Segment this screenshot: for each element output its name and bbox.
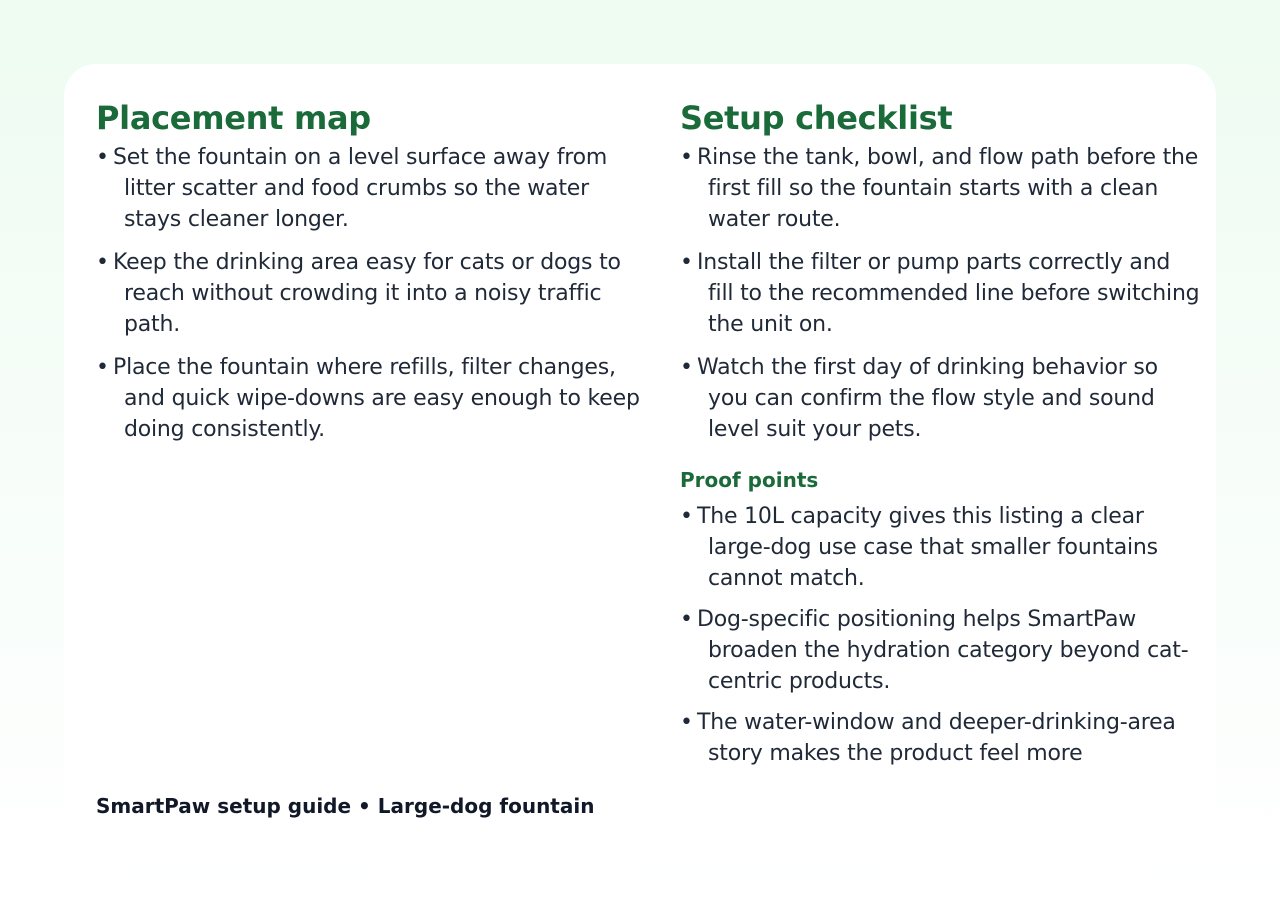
bullet-icon: • [96, 250, 109, 275]
footer-caption: SmartPaw setup guide • Large-dog fountain [96, 794, 595, 818]
placement-list [96, 142, 644, 445]
bullet-icon: • [96, 355, 109, 380]
list-item: • Keep the drinking area easy for cats or dogs to reach without crowding it into a noisy traffic path. [96, 247, 644, 340]
checklist-heading: Setup checklist [680, 99, 953, 137]
list-item: • Place the fountain where refills, filter changes, and quick wipe-downs are easy enough to keep doing consistently. [96, 352, 644, 445]
bullet-icon: • [96, 145, 109, 170]
bullet-icon: • [680, 145, 693, 170]
proof-points-heading: Proof points [680, 468, 819, 492]
list-item: • Install the filter or pump parts correctly and fill to the recommended line before switching the unit on. [680, 247, 1200, 340]
list-item: • Watch the first day of drinking behavior so you can confirm the flow style and sound level suit your pets. [680, 352, 1200, 445]
list-item: • Set the fountain on a level surface away from litter scatter and food crumbs so the water stays cleaner longer. [96, 142, 644, 235]
list-item: • Dog-specific positioning helps SmartPaw broaden the hydration category beyond cat-centric products. [680, 604, 1200, 697]
checklist-list [680, 142, 1200, 445]
bullet-icon: • [680, 250, 693, 275]
list-item: • Rinse the tank, bowl, and flow path before the first fill so the fountain starts with a clean water route. [680, 142, 1200, 235]
placement-section [96, 64, 644, 457]
placement-heading: Placement map [96, 99, 371, 137]
guide-card [64, 64, 1216, 836]
proof-points-list [680, 501, 1200, 769]
list-item: • The 10L capacity gives this listing a clear large-dog use case that smaller fountains cannot match. [680, 501, 1200, 594]
bullet-icon: • [680, 504, 693, 529]
bullet-icon: • [680, 710, 693, 735]
bullet-icon: • [680, 355, 693, 380]
list-item: • The water-window and deeper-drinking-area story makes the product feel more [680, 707, 1200, 769]
checklist-section [680, 64, 1200, 780]
bullet-icon: • [680, 607, 693, 632]
